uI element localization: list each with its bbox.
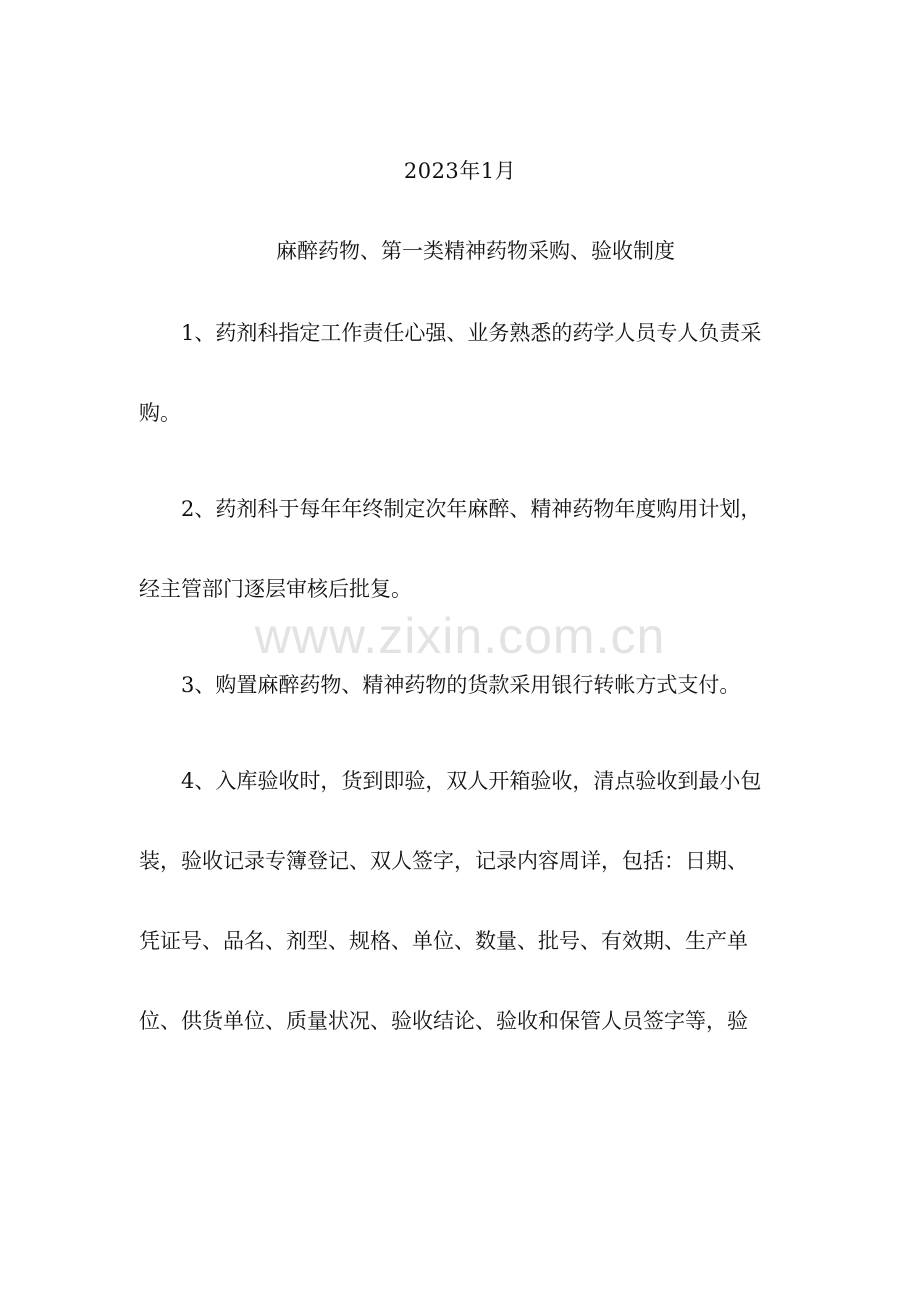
paragraph-4-number: 4 [181,769,195,793]
paragraph-3-line-1 [181,670,740,700]
document-date: 2023年1月 [403,159,517,183]
paragraph-3-number: 3 [181,673,195,697]
paragraph-2-line-1 [181,494,761,524]
paragraph-4-line-4: 位、供货单位、质量状况、验收结论、验收和保管人员签字等，验 [139,1009,748,1033]
paragraph-4-line-1 [181,766,761,796]
watermark-text: www.zixin.com.cn [254,608,666,664]
paragraph-4-line-3: 凭证号、品名、剂型、规格、单位、数量、批号、有效期、生产单 [139,929,748,953]
paragraph-1-text: 、药剂科指定工作责任心强、业务熟悉的药学人员专人负责采 [194,321,762,345]
paragraph-1-number: 1 [181,321,195,345]
paragraph-2-line-2: 经主管部门逐层审核后批复。 [139,577,412,601]
paragraph-2-number: 2 [181,497,195,521]
paragraph-2-text: 、药剂科于每年年终制定次年麻醉、精神药物年度购用计划， [194,497,762,521]
paragraph-4-text: 、入库验收时，货到即验，双人开箱验收，清点验收到最小包 [194,769,762,793]
paragraph-3-text: 、购置麻醉药物、精神药物的货款采用银行转帐方式支付。 [194,673,741,697]
paragraph-4-line-2: 装，验收记录专簿登记、双人签字，记录内容周详，包括：日期、 [139,849,748,873]
paragraph-1-line-2: 购。 [139,401,181,425]
paragraph-1-line-1 [181,318,761,348]
document-title: 麻醉药物、第一类精神药物采购、验收制度 [276,239,675,263]
